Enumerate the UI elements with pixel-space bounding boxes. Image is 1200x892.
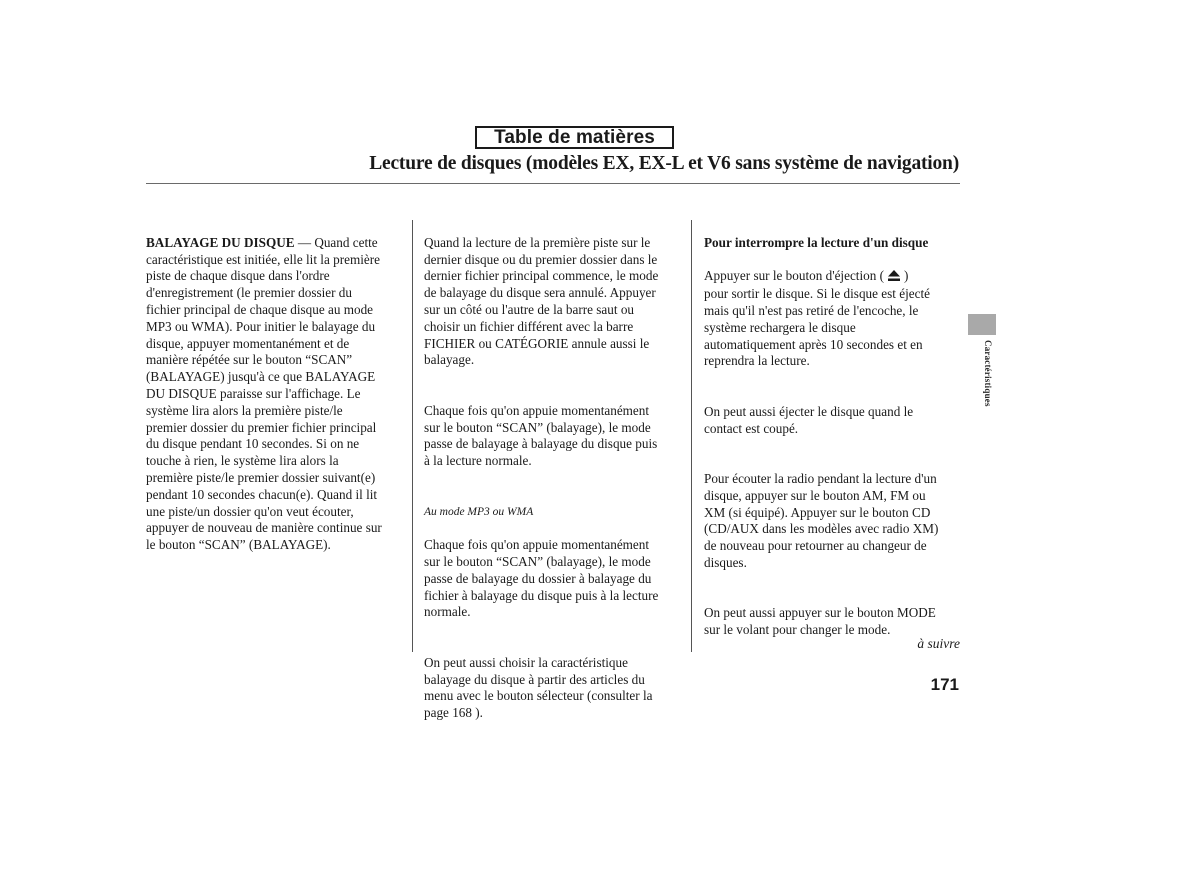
paragraph: Chaque fois qu'on appuie momentanément sur le bouton “SCAN” (balayage), le mode passe de balayage du dossier à balayage du fichier à balayage du disque puis à la lecture normale. xyxy=(424,537,659,620)
section-label: Caractéristiques xyxy=(983,340,993,407)
column-divider-2 xyxy=(691,220,692,652)
scan-text: Quand cette caractéristique est initiée, elle lit la première piste de chaque disque dans l'ordre d'enregistrement (le premier dossier du fichier principal de chaque disque au mode MP3 ou WMA). Pour initier le balayage du disque, appuyer momentanément et de manière répétée sur le bouton “SCAN” (BALAYAGE) jusqu'à ce que BALAYAGE DU DISQUE paraisse sur l'affichage. Le système lira alors la première piste/le premier dossier du premier fichier principal du disque pendant 10 secondes. Si on ne touche à rien, le système lira alors la première piste/le premier dossier suivant(e) pendant 10 secondes chacun(e). Quand il lit une piste/un dossier qu'on veut écouter, appuyer de nouveau de manière continue sur le bouton “SCAN” (BALAYAGE). xyxy=(146,234,382,553)
paragraph: On peut aussi appuyer sur le bouton MODE sur le volant pour changer le mode. xyxy=(704,605,936,638)
paragraph: On peut aussi choisir la caractéristique balayage du disque à partir des articles du menu avec le bouton sélecteur (consulter la page 168 ). xyxy=(424,654,653,721)
paragraph: Quand la lecture de la première piste sur le dernier disque ou du premier dossier dans le dernier fichier principal commence, le mode de balayage du disque sera annulé. Appuyer sur un côté ou l'autre de la barre saut ou choisir un fichier différent avec la barre FICHIER ou CATÉGORIE annule aussi le balayage. xyxy=(424,234,659,368)
column-1 xyxy=(146,218,402,571)
eject-heading: Pour interrompre la lecture d'un disque xyxy=(704,234,929,250)
eject-icon xyxy=(888,269,900,286)
eject-paragraph xyxy=(704,268,960,370)
page-title: Lecture de disques (modèles EX, EX-L et V6 sans système de navigation) xyxy=(369,153,959,174)
table-of-contents-button[interactable]: Table de matières xyxy=(475,126,674,149)
paragraph: Pour écouter la radio pendant la lecture d'un disque, appuyer sur le bouton AM, FM ou XM (si équipé). Appuyer sur le bouton CD (CD/AUX dans les modèles avec radio XM) de nouveau pour retourner au changeur de disques. xyxy=(704,470,939,570)
section-tab xyxy=(968,314,996,335)
eject-text-post: ) xyxy=(904,268,909,284)
page-number: 171 xyxy=(930,675,959,694)
em-dash: — xyxy=(297,234,312,250)
eject-text-rest: pour sortir le disque. Si le disque est éjecté mais qu'il n'est pas retiré de l'encoche, le système rechargera le disque automatiquement après 10 secondes et en reprendra la lecture. xyxy=(704,286,930,369)
continued-label: à suivre xyxy=(917,636,960,651)
scan-heading: BALAYAGE DU DISQUE xyxy=(146,234,295,250)
title-divider xyxy=(146,183,960,184)
column-divider-1 xyxy=(412,220,413,652)
paragraph: On peut aussi éjecter le disque quand le contact est coupé. xyxy=(704,403,914,436)
column-3 xyxy=(704,218,960,656)
scan-paragraph xyxy=(146,235,402,554)
eject-text-pre: Appuyer sur le bouton d'éjection ( xyxy=(704,268,884,284)
mp3-wma-subheading: Au mode MP3 ou WMA xyxy=(424,505,534,518)
column-2 xyxy=(424,218,680,739)
paragraph: Chaque fois qu'on appuie momentanément sur le bouton “SCAN” (balayage), le mode passe de balayage à balayage du disque puis à la lecture normale. xyxy=(424,402,658,469)
